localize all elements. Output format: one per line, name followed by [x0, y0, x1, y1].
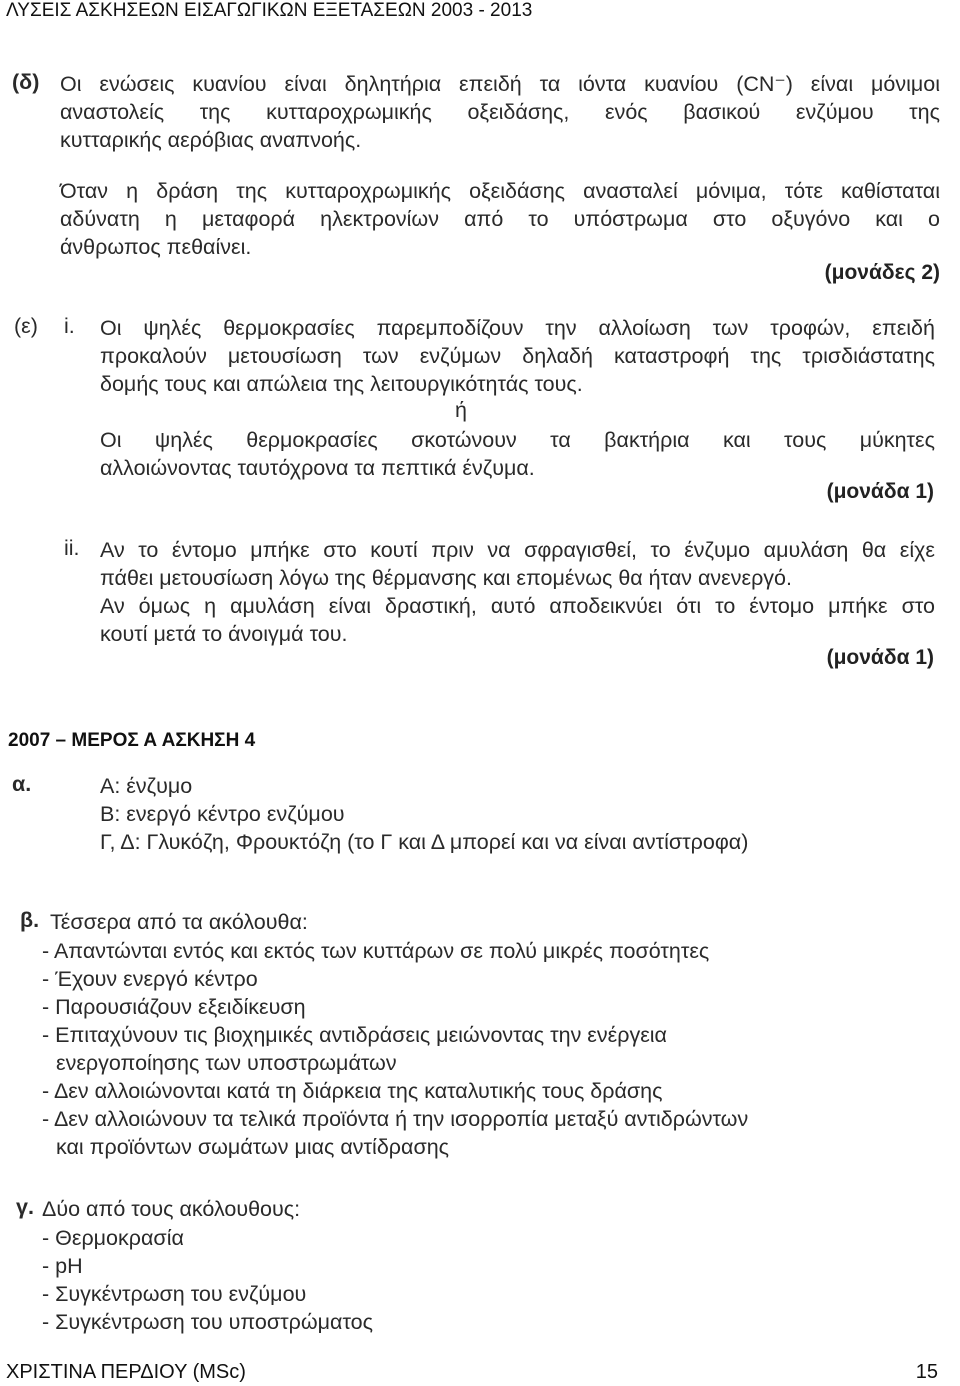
part-d-paragraph-1 [60, 70, 940, 154]
part-c-list [42, 1224, 373, 1336]
part-e-ii-paragraph [100, 536, 935, 648]
document-header: ΛΥΣΕΙΣ ΑΣΚΗΣΕΩΝ ΕΙΣΑΓΩΓΙΚΩΝ ΕΞΕΤΑΣΕΩΝ 2003 - 2013 [6, 0, 533, 21]
text-line: αδύνατη η μεταφορά ηλεκτρονίων από το υπόστρωμα στο οξυγόνο και ο [60, 207, 940, 231]
part-a-label: α. [12, 772, 32, 796]
text-line: Γ, Δ: Γλυκόζη, Φρουκτόζη (το Γ και Δ μπορεί και να είναι αντίστροφα) [100, 830, 749, 854]
list-item: - Συγκέντρωση του υποστρώματος [42, 1310, 373, 1334]
text-line: πάθει μετουσίωση λόγω της θέρμανσης και επομένως θα ήταν ανενεργό. [100, 566, 792, 590]
part-a-lines [100, 772, 748, 856]
text-line: άνθρωπος πεθαίνει. [60, 235, 252, 259]
list-item-continuation: ενεργοποίησης των υποστρωμάτων [56, 1051, 397, 1075]
text-line: Αν το έντομο μπήκε στο κουτί πριν να σφραγισθεί, το ένζυμο αμυλάση θα είχε [100, 538, 935, 562]
text-line: Α: ένζυμο [100, 774, 193, 798]
list-item: - Απαντώνται εντός και εκτός των κυττάρων σε πολύ μικρές ποσότητες [42, 939, 710, 963]
text-line: κουτί μετά το άνοιγμά του. [100, 622, 348, 646]
text-line: δομής τους και απώλεια της λειτουργικότητάς τους. [100, 372, 583, 396]
text-line: Οι ψηλές θερμοκρασίες σκοτώνουν τα βακτήρια και τους μύκητες [100, 428, 935, 452]
part-c-intro: Δύο από τους ακόλουθους: [42, 1197, 301, 1221]
text-line: αναστολείς της κυτταροχρωμικής οξειδάσης, ενός βασικού ενζύμου της [60, 100, 940, 124]
part-e-label: (ε) [14, 314, 38, 338]
list-item: - Συγκέντρωση του ενζύμου [42, 1282, 307, 1306]
list-item: - pH [42, 1254, 83, 1278]
section-title: 2007 – ΜΕΡΟΣ Α ΑΣΚΗΣΗ 4 [8, 730, 256, 751]
part-e-i-paragraph-1 [100, 314, 935, 398]
text-line: προκαλούν μετουσίωση των ενζύμων δηλαδή καταστροφή της τρισδιάστατης [100, 344, 935, 368]
text-line: Οι ψηλές θερμοκρασίες παρεμποδίζουν την αλλοίωση των τροφών, επειδή [100, 316, 935, 340]
text-line: Όταν η δράση της κυτταροχρωμικής οξειδάσης ανασταλεί μόνιμα, τότε καθίσταται [60, 179, 940, 203]
part-c-label: γ. [16, 1195, 34, 1219]
list-item: - Δεν αλλοιώνουν τα τελικά προϊόντα ή την ισορροπία μεταξύ αντιδρώντων [42, 1107, 749, 1131]
list-item-continuation: και προϊόντων σωμάτων μιας αντίδρασης [56, 1135, 450, 1159]
part-b-label: β. [20, 908, 40, 932]
part-d-marks: (μονάδες 2) [824, 261, 940, 284]
text-line: Β: ενεργό κέντρο ενζύμου [100, 802, 345, 826]
part-e-ii-label: ii. [64, 536, 80, 560]
footer-author: ΧΡΙΣΤΙΝΑ ΠΕΡΔΙΟΥ (MSc) [6, 1361, 246, 1383]
part-e-i-paragraph-2 [100, 426, 935, 482]
text-line: κυτταρικής αερόβιας αναπνοής. [60, 128, 362, 152]
part-d-paragraph-2 [60, 177, 940, 261]
list-item: - Έχουν ενεργό κέντρο [42, 967, 258, 991]
part-e-i-marks: (μονάδα 1) [826, 480, 934, 503]
part-b-intro: Τέσσερα από τα ακόλουθα: [50, 910, 308, 934]
text-line: Οι ενώσεις κυανίου είναι δηλητήρια επειδή τα ιόντα κυανίου (CN⁻) είναι μόνιμοι [60, 72, 940, 96]
part-b-list [42, 937, 748, 1161]
list-item: - Θερμοκρασία [42, 1226, 184, 1250]
part-d-label: (δ) [12, 70, 40, 94]
list-item: - Παρουσιάζουν εξειδίκευση [42, 995, 306, 1019]
or-word: ή [455, 398, 467, 422]
part-e-ii-marks: (μονάδα 1) [826, 646, 934, 669]
list-item: - Επιταχύνουν τις βιοχημικές αντιδράσεις μειώνοντας την ενέργεια [42, 1023, 667, 1047]
part-e-i-label: i. [64, 314, 75, 338]
text-line: αλλοιώνοντας ταυτόχρονα τα πεπτικά ένζυμα. [100, 456, 535, 480]
text-line: Αν όμως η αμυλάση είναι δραστική, αυτό αποδεικνύει ότι το έντομο μπήκε στο [100, 594, 935, 618]
list-item: - Δεν αλλοιώνονται κατά τη διάρκεια της καταλυτικής τους δράσης [42, 1079, 663, 1103]
page-number: 15 [915, 1361, 938, 1383]
